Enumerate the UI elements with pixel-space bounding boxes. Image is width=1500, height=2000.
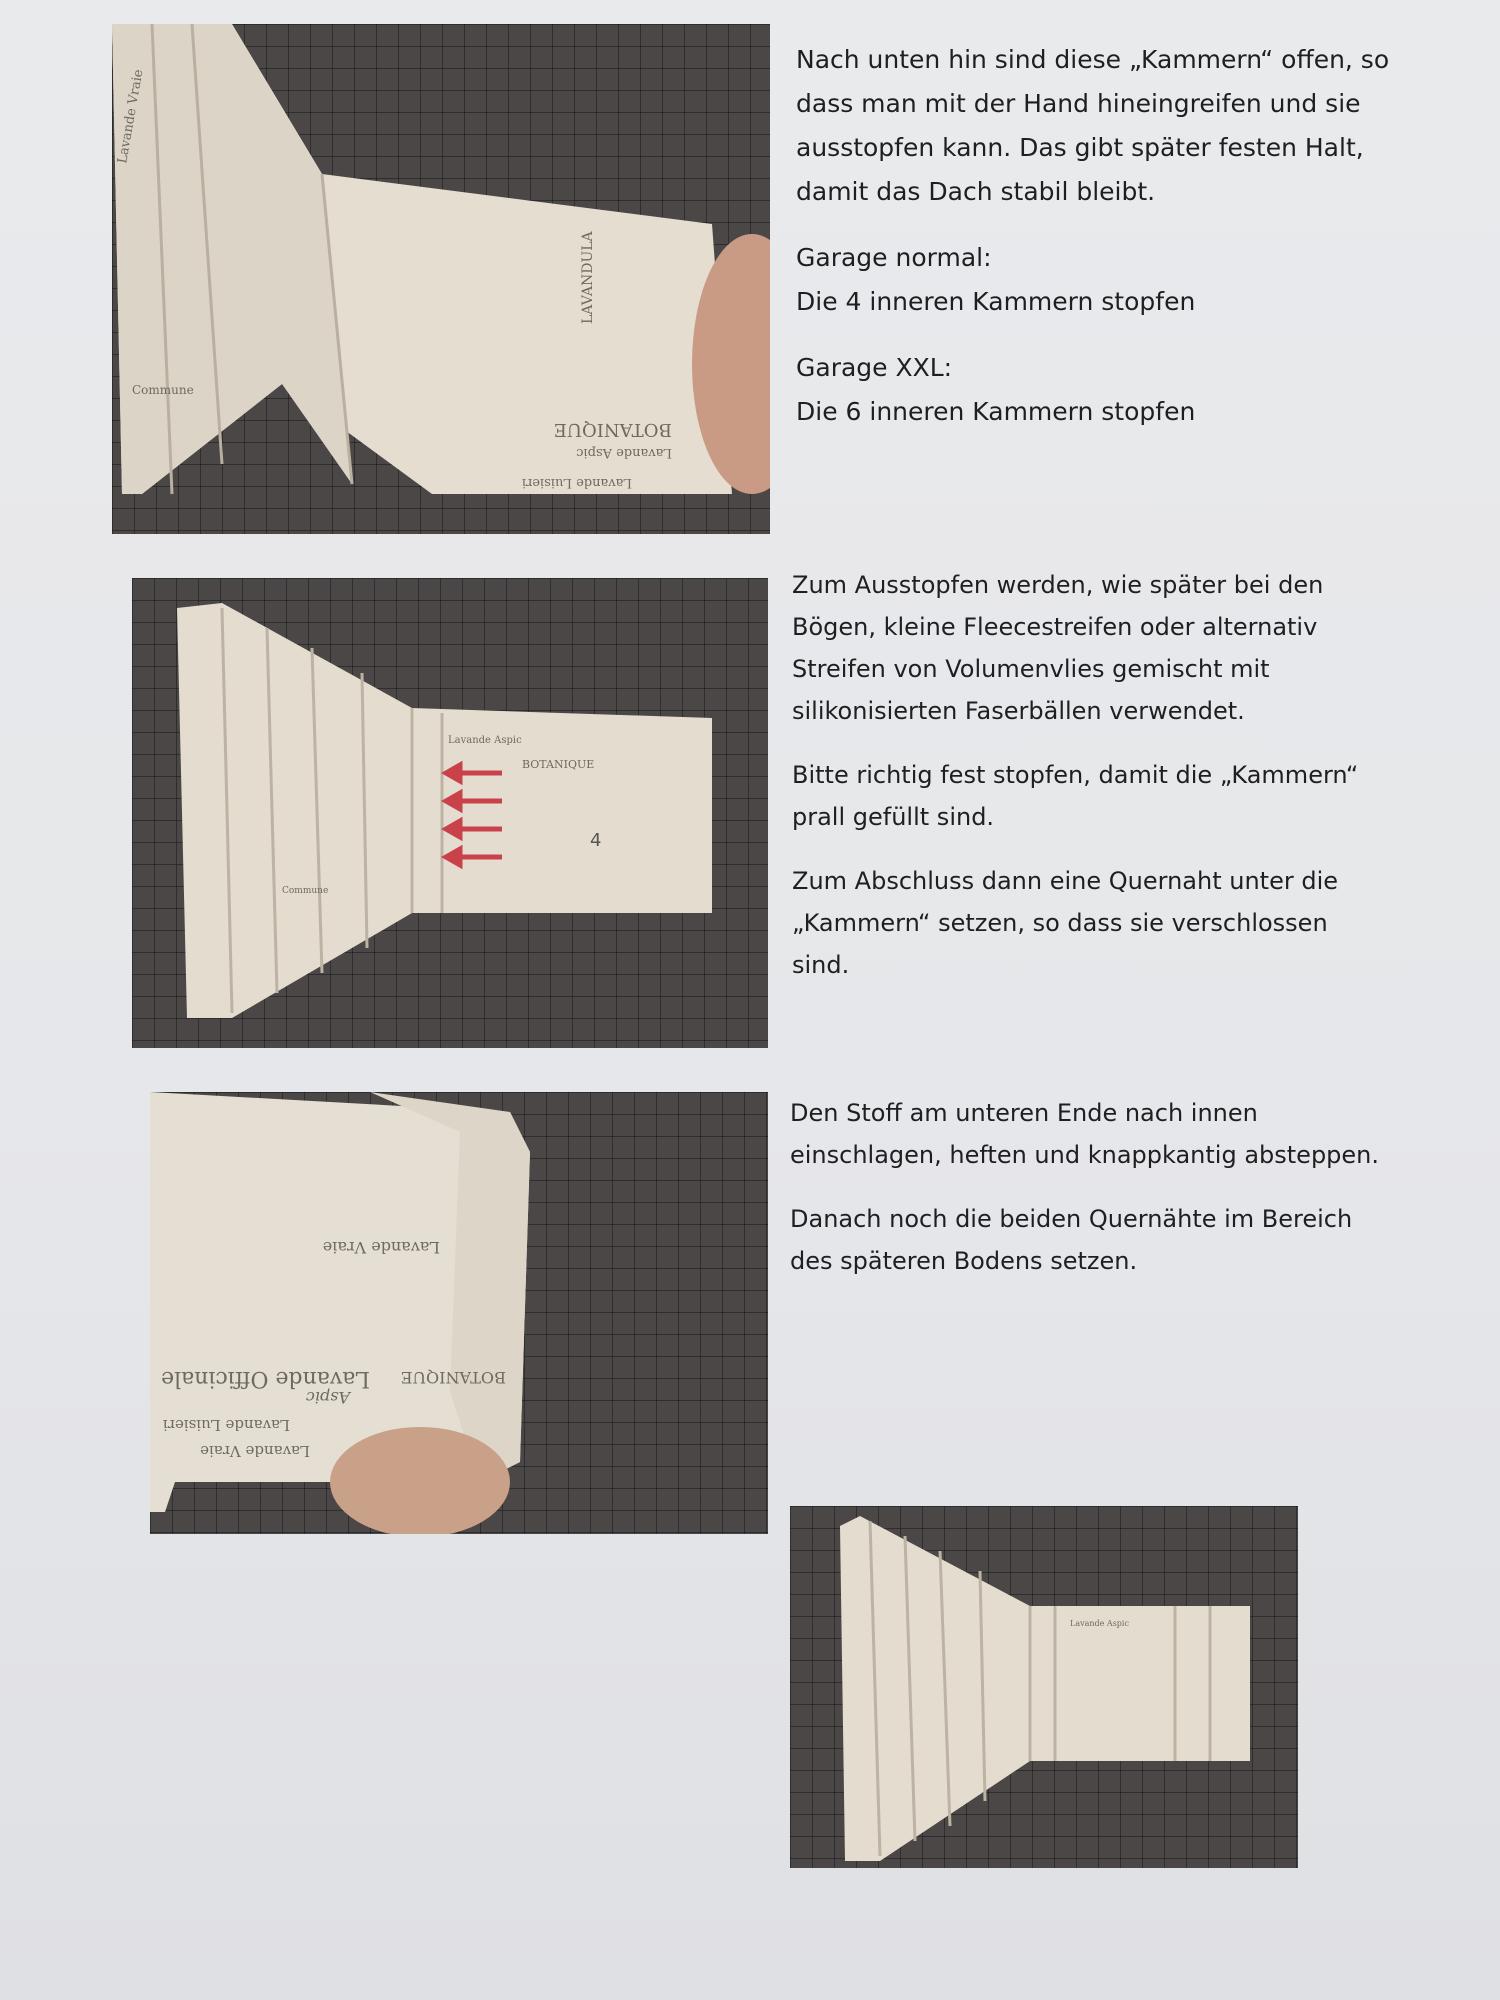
fabric-text: Lavande Vraie (200, 1442, 310, 1460)
fabric-text: LAVANDULA (580, 231, 596, 324)
fabric-text: Lavande Aspic (1070, 1619, 1129, 1628)
fabric-text: BOTANIQUE (553, 419, 672, 440)
fabric-text: 4 (590, 830, 602, 851)
hand-shape (330, 1427, 510, 1534)
bottom-seams-paragraph (790, 1198, 1480, 1282)
fabric-text: Lavande Officinale (161, 1366, 370, 1391)
garage-xxl-text: Die 6 inneren Kammern stopfen (796, 397, 1196, 426)
photo-finished-piece (790, 1506, 1298, 1868)
fabric-shape (840, 1516, 1250, 1861)
photo-fabric-folding-edge (150, 1092, 768, 1534)
text-line: „Kammern“ setzen, so dass sie verschlossen (792, 909, 1328, 937)
text-line: dass man mit der Hand hineingreifen und sie (796, 89, 1361, 118)
fold-edge-paragraph (790, 1092, 1480, 1176)
fabric-text: BOTANIQUE (522, 758, 595, 771)
text-line: ausstopfen kann. Das gibt später festen Halt, (796, 133, 1364, 162)
text-line: prall gefüllt sind. (792, 803, 995, 831)
text-line: Bögen, kleine Fleecestreifen oder alternativ (792, 613, 1318, 641)
instruction-block-1 (796, 38, 1476, 456)
garage-normal-label: Garage normal: (796, 243, 992, 272)
fabric-text: Lavande Aspic (448, 735, 522, 746)
garage-normal-paragraph (796, 236, 1476, 324)
fabric-text: Lavande Luisieri (163, 1416, 290, 1434)
text-line: silikonisierten Faserbällen verwendet. (792, 697, 1245, 725)
stuffing-material-paragraph (792, 564, 1482, 732)
fabric-text: BOTANIQUE (400, 1368, 506, 1387)
instruction-block-3 (790, 1092, 1480, 1304)
fabric-text: Commune (132, 383, 194, 397)
text-line: Den Stoff am unteren Ende nach innen (790, 1099, 1258, 1127)
text-line: sind. (792, 951, 850, 979)
text-line: einschlagen, heften und knappkantig absteppen. (790, 1141, 1380, 1169)
stuff-firmly-paragraph (792, 754, 1482, 838)
text-line: Nach unten hin sind diese „Kammern“ offen, so (796, 45, 1390, 74)
fabric-chambers (112, 24, 352, 494)
text-line: Zum Abschluss dann eine Quernaht unter die (792, 867, 1339, 895)
fabric-text: Lavande Luisieri (521, 475, 632, 490)
fabric-text: Lavande Aspic (576, 445, 672, 460)
photo1-illustration (112, 24, 770, 534)
text-line: Zum Ausstopfen werden, wie später bei den (792, 571, 1324, 599)
photo-fabric-hand-stuffing (112, 24, 770, 534)
fabric-shape (177, 603, 712, 1018)
photo4-illustration (790, 1506, 1298, 1868)
photo3-illustration (150, 1092, 768, 1534)
text-line: Danach noch die beiden Quernähte im Bereich (790, 1205, 1353, 1233)
intro-paragraph (796, 38, 1476, 214)
text-line: Streifen von Volumenvlies gemischt mit (792, 655, 1270, 683)
garage-xxl-paragraph (796, 346, 1476, 434)
text-line: des späteren Bodens setzen. (790, 1247, 1138, 1275)
fabric-text: Commune (282, 886, 329, 896)
garage-normal-text: Die 4 inneren Kammern stopfen (796, 287, 1196, 316)
photo-fabric-stuffed-arrows (132, 578, 768, 1048)
fabric-text: Lavande Vraie (115, 68, 147, 165)
fabric-text: Aspic (305, 1388, 350, 1407)
text-line: damit das Dach stabil bleibt. (796, 177, 1156, 206)
cross-seam-paragraph (792, 860, 1482, 986)
instruction-block-2 (792, 564, 1482, 1008)
garage-xxl-label: Garage XXL: (796, 353, 953, 382)
text-line: Bitte richtig fest stopfen, damit die „Kammern“ (792, 761, 1359, 789)
photo2-illustration (132, 578, 768, 1048)
fabric-text: Lavande Vraie (322, 1238, 440, 1257)
